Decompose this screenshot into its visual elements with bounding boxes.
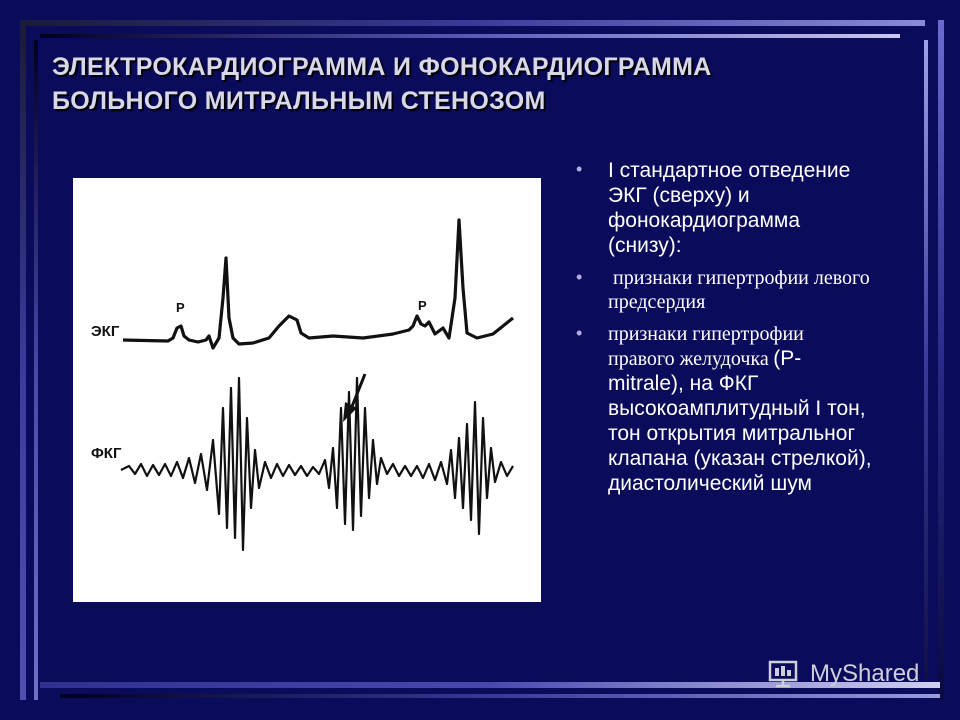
bullet-text: признаки гипертрофии левого предсердия [608, 267, 875, 313]
left-frame-bar-thin [34, 40, 38, 700]
ecg-pcg-drawing [73, 178, 541, 602]
list-item [574, 266, 874, 314]
list-item [574, 158, 874, 258]
ecg-trace [123, 220, 513, 348]
ecg-label: ЭКГ [91, 323, 120, 340]
bullet-dot-icon: • [576, 323, 583, 343]
title-line-1: ЭЛЕКТРОКАРДИОГРАММА И ФОНОКАРДИОГРАММА [52, 53, 712, 81]
bottom-frame-bar-thin [60, 694, 940, 698]
right-frame-bar-thin [924, 40, 928, 680]
presentation-icon [768, 658, 804, 688]
left-frame-bar [20, 20, 26, 700]
p-wave-label-2: P [418, 298, 427, 313]
p-wave-label-1: P [176, 300, 185, 315]
bottom-frame-bar [40, 682, 940, 688]
list-item [574, 322, 874, 496]
pcg-trace [121, 378, 513, 550]
ecg-pcg-figure [73, 178, 541, 602]
bullet-dot-icon: • [576, 267, 583, 287]
top-frame-bar [20, 20, 925, 26]
top-frame-bar-thin [40, 34, 900, 38]
right-frame-bar [938, 20, 944, 700]
slide-title [52, 50, 872, 118]
bullet-text-serif: признаки гипертрофии правого желудочка [608, 323, 804, 370]
bullet-dot-icon: • [576, 159, 583, 179]
pcg-label: ФКГ [91, 445, 122, 462]
watermark-text: MyShared [810, 660, 920, 687]
bullet-list [574, 158, 874, 504]
bullet-text: I стандартное отведение ЭКГ (сверху) и фонокардиограмма (снизу): [608, 159, 851, 257]
bullet-text-sans: (P-mitrale), на ФКГ высокоамплитудный I тон, тон открытия митральног клапана (указан стрелкой), диастолический шум [608, 347, 872, 495]
title-line-2: БОЛЬНОГО МИТРАЛЬНЫМ СТЕНОЗОМ [52, 87, 546, 115]
